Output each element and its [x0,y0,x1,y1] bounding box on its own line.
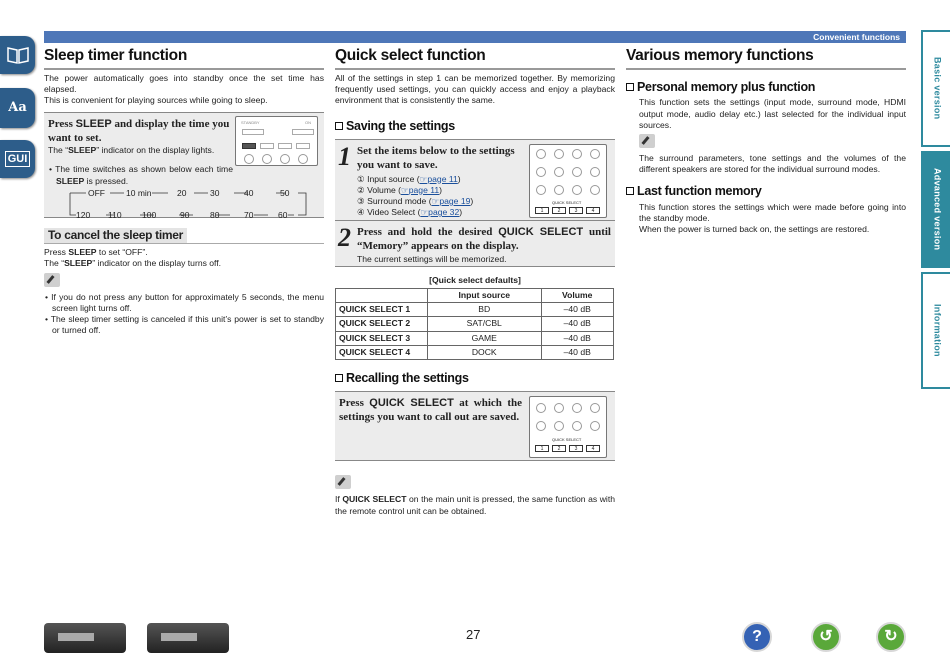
sleep-instruction: Press SLEEP and display the time you want to set. [48,117,230,144]
quick-select-column [335,46,615,517]
step2-box [335,221,615,267]
cancel-sleep-heading: To cancel the sleep timer [44,228,187,244]
remote-illustration: QUICK SELECT 1 2 3 4 [529,396,607,458]
contents-book-icon[interactable] [0,36,35,74]
remote-illustration: QUICK SELECT 1 2 3 4 [529,144,607,218]
page-number: 27 [466,627,481,642]
table-row: QUICK SELECT 3 GAME –40 dB [336,331,614,345]
receiver-remote-icon[interactable] [147,623,229,653]
page-link[interactable]: ☞page 19 [431,195,471,206]
quick-select-defaults-table [335,288,614,360]
last-function-heading: Last function memory [626,183,906,199]
tab-information[interactable]: Information [921,272,950,389]
sleep-intro-1: The power automatically goes into standby once the set time has elapsed. [44,73,324,95]
step2-note: The current settings will be memorized. [357,253,507,264]
sleep-timer-title: Sleep timer function [44,46,324,70]
table-caption: [Quick select defaults] [429,274,521,285]
last-function-text-1: This function stores the settings which were made before going into the standby mode. [639,201,906,223]
page-link[interactable]: ☞page 11 [419,173,458,184]
section-header-bar [44,31,906,43]
forward-icon[interactable]: ↻ [876,622,906,652]
table-row: QUICK SELECT 2 SAT/CBL –40 dB [336,317,614,331]
memory-functions-column [626,46,906,235]
last-function-text-2: When the power is turned back on, the settings are restored. [639,224,870,235]
sleep-bullet: • The time switches as shown below each time SLEEP is pressed. [49,164,233,186]
personal-memory-note: The surround parameters, tone settings and the volumes of the different speakers are stored for the individual surround modes. [639,153,906,175]
sleep-time-cycle: OFF 10 min 20 30 40 50 120 110 100 90 80 70 60 [48,188,320,220]
sleep-note-1: • If you do not press any button for approximately 5 seconds, the menu screen light turns off. [45,291,324,313]
table-header-row: Input source Volume [336,289,614,303]
recalling-settings-heading: Recalling the settings [335,370,615,386]
table-row: QUICK SELECT 1 BD –40 dB [336,303,614,317]
step1-instruction: Set the items below to the settings you want to save. [357,144,515,172]
step1-number: 1 [338,141,351,171]
sleep-timer-column [44,46,324,336]
step1-item-2: ② Volume (☞page 11) [357,184,443,195]
checkbox-square-icon [335,122,343,130]
cancel-instruction: Press SLEEP to set “OFF”. [44,247,148,258]
back-icon[interactable]: ↺ [811,622,841,652]
step2-instruction: Press and hold the desired QUICK SELECT until “Memory” appears on the display. [357,225,611,253]
personal-memory-heading: Personal memory plus function [626,79,906,95]
receiver-front-icon[interactable] [44,623,126,653]
quick-select-intro: All of the settings in step 1 can be memorized together. By memorizing frequently used settings, you can quickly access and enjoy a playback environment that is consistently the same. [335,73,615,106]
quick-select-title: Quick select function [335,46,615,70]
note-pen-icon [335,475,351,489]
checkbox-square-icon [626,187,634,195]
step1-item-4: ④ Video Select (☞page 32) [357,207,463,218]
tab-basic-version[interactable]: Basic version [921,30,950,147]
table-row: QUICK SELECT 4 DOCK –40 dB [336,345,614,359]
gui-icon[interactable]: GUI [0,140,35,178]
help-icon[interactable]: ? [742,622,772,652]
glossary-icon[interactable]: Aa [0,88,35,128]
checkbox-square-icon [335,374,343,382]
page-link[interactable]: ☞page 11 [401,184,440,195]
note-pen-icon [639,134,655,148]
sleep-intro-2: This is convenient for playing sources while going to sleep. [44,95,268,106]
remote-illustration: STANDBY ON [235,116,318,166]
step1-box [335,139,615,221]
sleep-instruction-box [44,112,324,218]
step1-item-3: ③ Surround mode (☞page 19) [357,195,474,206]
checkbox-square-icon [626,83,634,91]
note-pen-icon [44,273,60,287]
step2-number: 2 [338,222,351,252]
recall-box [335,391,615,461]
sleep-indicator-note: The “SLEEP” indicator on the display lights. [48,145,215,156]
personal-memory-text: This function sets the settings (input mode, surround mode, HDMI output mode, audio delay etc.) last selected for the individual input sources. [639,97,906,130]
sleep-note-2: • The sleep timer setting is canceled if this unit’s power is set to standby or turned off. [45,314,324,336]
cancel-indicator-note: The “SLEEP” indicator on the display turns off. [44,258,222,269]
saving-settings-heading: Saving the settings [335,118,615,134]
section-title: Convenient functions [813,32,900,42]
memory-functions-title: Various memory functions [626,46,906,70]
page-link[interactable]: ☞page 32 [420,207,460,218]
tab-advanced-version[interactable]: Advanced version [921,151,950,268]
recall-instruction: Press QUICK SELECT at which the settings you want to call out are saved. [339,397,522,424]
step1-item-1: ① Input source (☞page 11) [357,173,461,184]
quick-select-note: If QUICK SELECT on the main unit is pressed, the same function as with the remote control unit can be obtained. [335,494,615,516]
